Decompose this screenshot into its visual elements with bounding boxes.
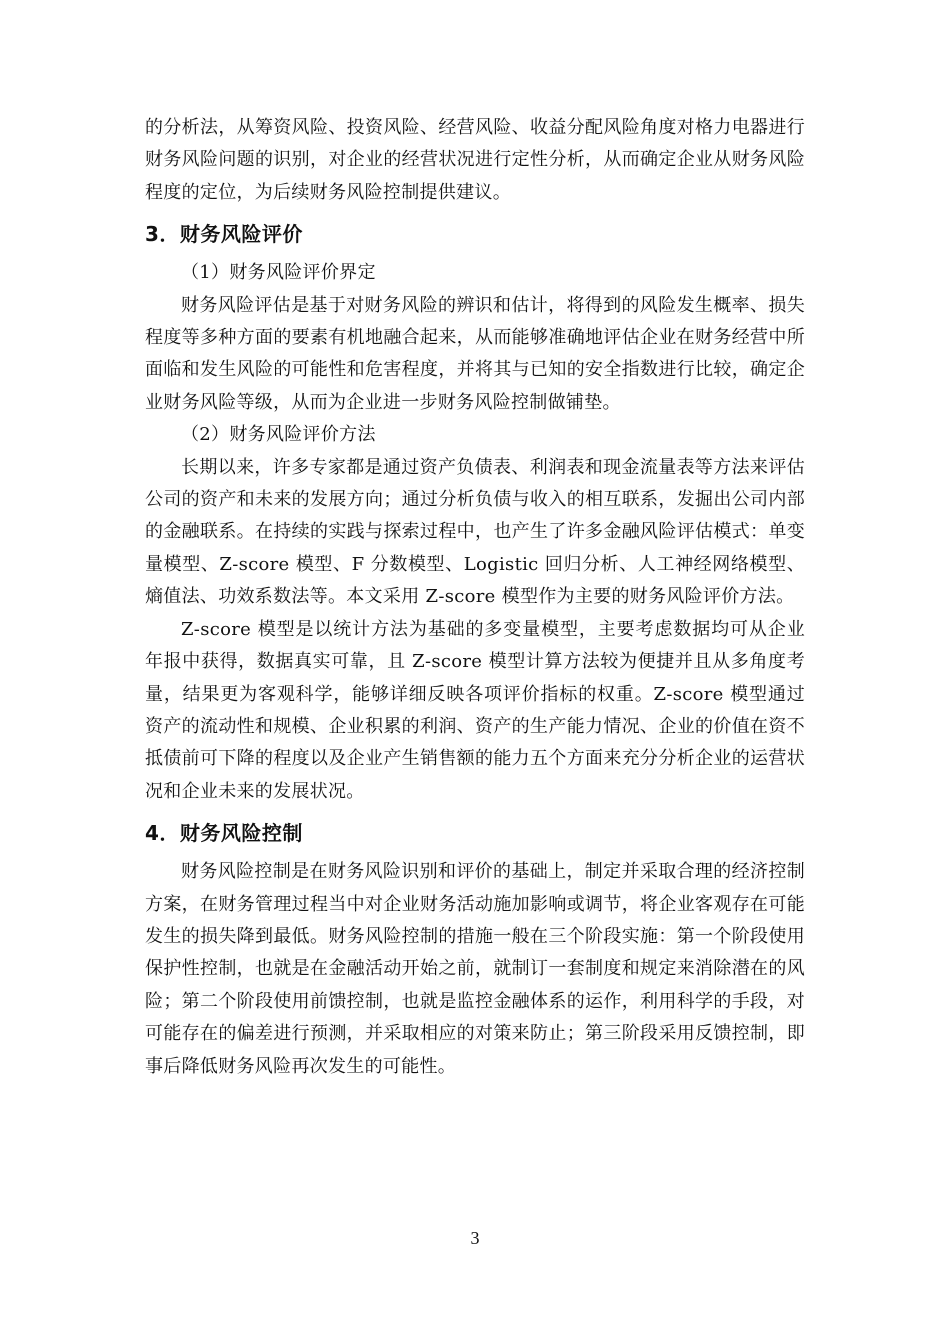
paragraph-evaluation-definition: 财务风险评估是基于对财务风险的辨识和估计，将得到的风险发生概率、损失程度等多种方面的要素有机地融合起来，从而能够准确地评估企业在财务经营中所面临和发生风险的可能性和危害程度，并将其与已知的安全指数进行比较，确定企业财务风险等级，从而为企业进一步财务风险控制做铺垫。	[145, 294, 805, 413]
section-heading-financial-risk-control: 4．财务风险控制	[145, 821, 303, 846]
subheading-evaluation-methods: （2）财务风险评价方法	[181, 424, 376, 446]
page-body	[145, 112, 805, 1083]
paragraph-intro-continuation: 的分析法，从筹资风险、投资风险、经营风险、收益分配风险角度对格力电器进行财务风险问题的识别，对企业的经营状况进行定性分析，从而确定企业从财务风险程度的定位，为后续财务风险控制提供建议。	[145, 117, 805, 203]
page-number: 3	[470, 1228, 480, 1248]
paragraph-risk-control: 财务风险控制是在财务风险识别和评价的基础上，制定并采取合理的经济控制方案，在财务管理过程当中对企业财务活动施加影响或调节，将企业客观存在可能发生的损失降到最低。财务风险控制的措施一般在三个阶段实施：第一个阶段使用保护性控制，也就是在金融活动开始之前，就制订一套制度和规定来消除潜在的风险；第二个阶段使用前馈控制，也就是监控金融体系的运作，利用科学的手段，对可能存在的偏差进行预测，并采取相应的对策来防止；第三阶段采用反馈控制，即事后降低财务风险再次发生的可能性。	[145, 861, 805, 1077]
paragraph-evaluation-methods: 长期以来，许多专家都是通过资产负债表、利润表和现金流量表等方法来评估公司的资产和未来的发展方向；通过分析负债与收入的相互联系，发掘出公司内部的金融联系。在持续的实践与探索过程中，也产生了许多金融风险评估模式：单变量模型、Z-score 模型、F 分数模型、Logistic 回归分析、人工神经网络模型、熵值法、功效系数法等。本文采用 Z-score 模型作为主要的财务风险评价方法。	[145, 456, 805, 608]
paragraph-z-score-model: Z-score 模型是以统计方法为基础的多变量模型，主要考虑数据均可从企业年报中获得，数据真实可靠，且 Z-score 模型计算方法较为便捷并且从多角度考量，结果更为客观科学，能够详细反映各项评价指标的权重。Z-score 模型通过资产的流动性和规模、企业积累的利润、资产的生产能力情况、企业的价值在资不抵债前可下降的程度以及企业产生销售额的能力五个方面来充分分析企业的运营状况和企业未来的发展状况。	[145, 618, 805, 802]
subheading-evaluation-definition: （1）财务风险评价界定	[181, 262, 376, 284]
section-heading-financial-risk-evaluation: 3．财务风险评价	[145, 222, 303, 247]
